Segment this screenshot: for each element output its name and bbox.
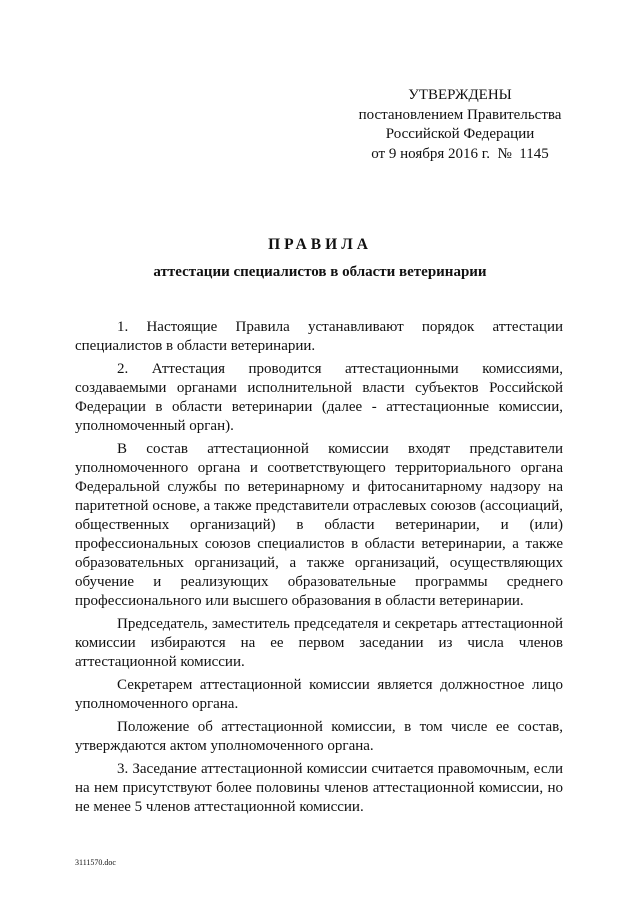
- paragraph: 2. Аттестация проводится аттестационными комиссиями, создаваемыми органами исполнительной власти субъектов Российской Федерации в области ветеринарии (далее - аттестационные комиссии, уполномоченный орган).: [75, 361, 563, 434]
- approval-line-2: Российской Федерации: [385, 126, 535, 142]
- document-subtitle: аттестации специалистов в области ветеринарии: [153, 264, 487, 280]
- approval-line-3: от 9 ноября 2016 г. № 1145: [371, 145, 549, 162]
- paragraph: 3. Заседание аттестационной комиссии считается правомочным, если на нем присутствуют более половины членов аттестационной комиссии, но не менее 5 членов аттестационной комиссии.: [75, 761, 563, 815]
- file-name-footer: 3111570.doc: [75, 858, 116, 867]
- paragraph: Положение об аттестационной комиссии, в том числе ее состав, утверждаются актом уполномоченного органа.: [75, 719, 563, 754]
- paragraph: В состав аттестационной комиссии входят представители уполномоченного органа и соответствующего территориального органа Федеральной службы по ветеринарному и фитосанитарному надзору на паритетной основе, а также представители отраслевых союзов (ассоциаций, общественных организаций) в области ветеринарии, и (или) профессиональных союзов специалистов в области ветеринарии, а также образовательных организаций, а также организаций, осуществляющих обучение и реализующих образовательные программы среднего профессионального или высшего образования в области ветеринарии.: [75, 441, 563, 609]
- approval-block: [330, 86, 590, 164]
- approval-line-1: постановлением Правительства: [358, 106, 562, 123]
- document-title: ПРАВИЛА: [268, 236, 372, 253]
- paragraph: Секретарем аттестационной комиссии является должностное лицо уполномоченного органа.: [75, 677, 563, 712]
- document-body: [75, 318, 563, 821]
- paragraph: Председатель, заместитель председателя и секретарь аттестационной комиссии избираются на ее первом заседании из числа членов аттестационной комиссии.: [75, 616, 563, 670]
- paragraph: 1. Настоящие Правила устанавливают порядок аттестации специалистов в области ветеринарии.: [75, 319, 563, 354]
- approval-heading: УТВЕРЖДЕНЫ: [408, 87, 512, 103]
